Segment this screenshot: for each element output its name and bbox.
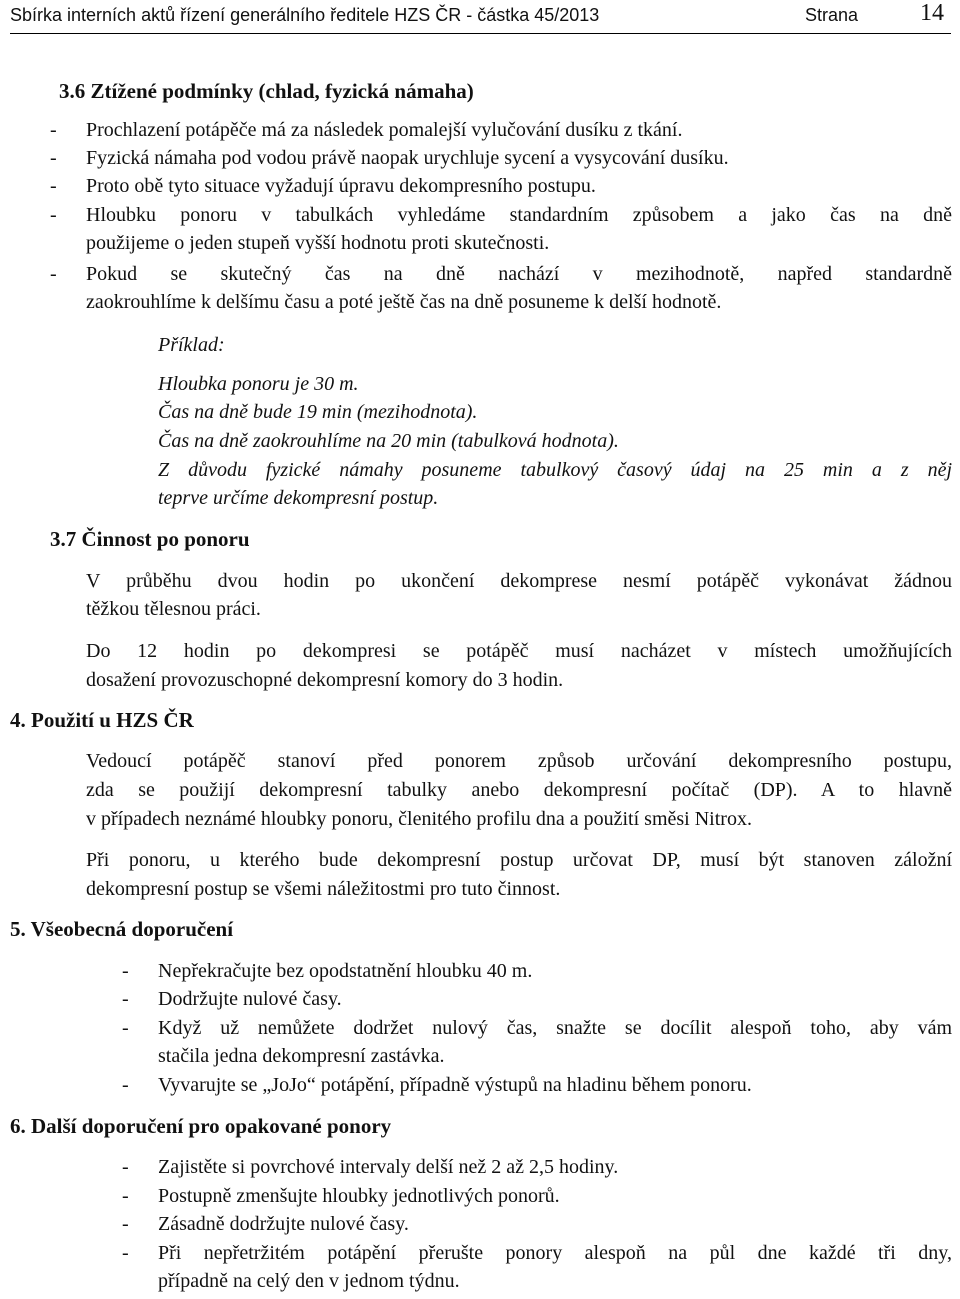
paragraph-line: V průběhu dvou hodin po ukončení dekomprese nesmí potápěč vykonávat žádnou (86, 570, 952, 592)
list-item-continuation: případně na celý den v jednom týdnu. (158, 1270, 460, 1292)
list-item: Hloubku ponoru v tabulkách vyhledáme standardním způsobem a jako čas na dně (86, 204, 952, 226)
paragraph-line: v případech neznámé hloubky ponoru, členitého profilu dna a použití směsi Nitrox. (86, 808, 752, 830)
list-dash: - (50, 204, 57, 226)
paragraph-line: Vedoucí potápěč stanoví před ponorem způsob určování dekompresního postupu, (86, 750, 952, 772)
example-label: Příklad: (158, 334, 225, 356)
paragraph-line: Při ponoru, u kterého bude dekompresní postup určovat DP, musí být stanoven záložní (86, 849, 952, 871)
paragraph-line: dosažení provozuschopné dekompresní komory do 3 hodin. (86, 669, 564, 691)
document-title: Sbírka interních aktů řízení generálního ředitele HZS ČR - částka 45/2013 (10, 5, 600, 25)
paragraph-line: dekompresní postup se všemi náležitostmi pro tuto činnost. (86, 878, 561, 900)
example-line: Z důvodu fyzické námahy posuneme tabulkový časový údaj na 25 min a z něj (158, 459, 952, 481)
section-heading-3-7: 3.7 Činnost po ponoru (50, 527, 250, 551)
paragraph-line: Do 12 hodin po dekompresi se potápěč musí nacházet v místech umožňujících (86, 640, 952, 662)
list-item-continuation: stačila jedna dekompresní zastávka. (158, 1045, 445, 1067)
example-line: Hloubka ponoru je 30 m. (158, 373, 359, 395)
list-dash: - (122, 1156, 129, 1178)
list-item: Postupně zmenšujte hloubky jednotlivých ponorů. (158, 1185, 560, 1207)
paragraph-line: zda se použijí dekompresní tabulky anebo dekompresní počítač (DP). A to hlavně (86, 779, 952, 801)
section-heading-5: 5. Všeobecná doporučení (10, 917, 234, 941)
list-item: Prochlazení potápěče má za následek pomalejší vylučování dusíku z tkání. (86, 119, 683, 141)
example-line: Čas na dně zaokrouhlíme na 20 min (tabulková hodnota). (158, 430, 619, 452)
list-dash: - (122, 1242, 129, 1264)
list-dash: - (122, 1074, 129, 1096)
list-item: Zásadně dodržujte nulové časy. (158, 1213, 409, 1235)
list-dash: - (122, 988, 129, 1010)
page-number: 14 (920, 0, 944, 26)
list-dash: - (50, 147, 57, 169)
list-item: Dodržujte nulové časy. (158, 988, 342, 1010)
list-dash: - (50, 175, 57, 197)
list-dash: - (122, 1213, 129, 1235)
list-item: Když už nemůžete dodržet nulový čas, snažte se docílit alespoň toho, aby vám (158, 1017, 952, 1039)
page-header (10, 0, 951, 34)
section-heading-4: 4. Použití u HZS ČR (10, 708, 194, 732)
list-dash: - (50, 119, 57, 141)
list-dash: - (122, 960, 129, 982)
section-heading-3-6: 3.6 Ztížené podmínky (chlad, fyzická námaha) (59, 79, 474, 103)
list-item: Fyzická námaha pod vodou právě naopak urychluje sycení a vysycování dusíku. (86, 147, 729, 169)
list-item: Při nepřetržitém potápění přerušte ponory alespoň na půl dne každé tři dny, (158, 1242, 952, 1264)
list-item: Pokud se skutečný čas na dně nachází v mezihodnotě, napřed standardně (86, 263, 952, 285)
list-item: Nepřekračujte bez opodstatnění hloubku 40 m. (158, 960, 533, 982)
list-dash: - (122, 1017, 129, 1039)
example-line: Čas na dně bude 19 min (mezihodnota). (158, 401, 478, 423)
list-dash: - (50, 263, 57, 285)
paragraph-line: těžkou tělesnou práci. (86, 598, 261, 620)
list-item-continuation: použijeme o jeden stupeň vyšší hodnotu proti skutečnosti. (86, 232, 550, 254)
list-item: Vyvarujte se „JoJo“ potápění, případně výstupů na hladinu během ponoru. (158, 1074, 752, 1096)
list-item: Zajistěte si povrchové intervaly delší než 2 až 2,5 hodiny. (158, 1156, 619, 1178)
page-label: Strana (805, 5, 859, 25)
list-dash: - (122, 1185, 129, 1207)
list-item: Proto obě tyto situace vyžadují úpravu dekompresního postupu. (86, 175, 596, 197)
list-item-continuation: zaokrouhlíme k delšímu času a poté ještě čas na dně posuneme k delší hodnotě. (86, 291, 722, 313)
example-line: teprve určíme dekompresní postup. (158, 487, 439, 509)
section-heading-6: 6. Další doporučení pro opakované ponory (10, 1114, 392, 1138)
